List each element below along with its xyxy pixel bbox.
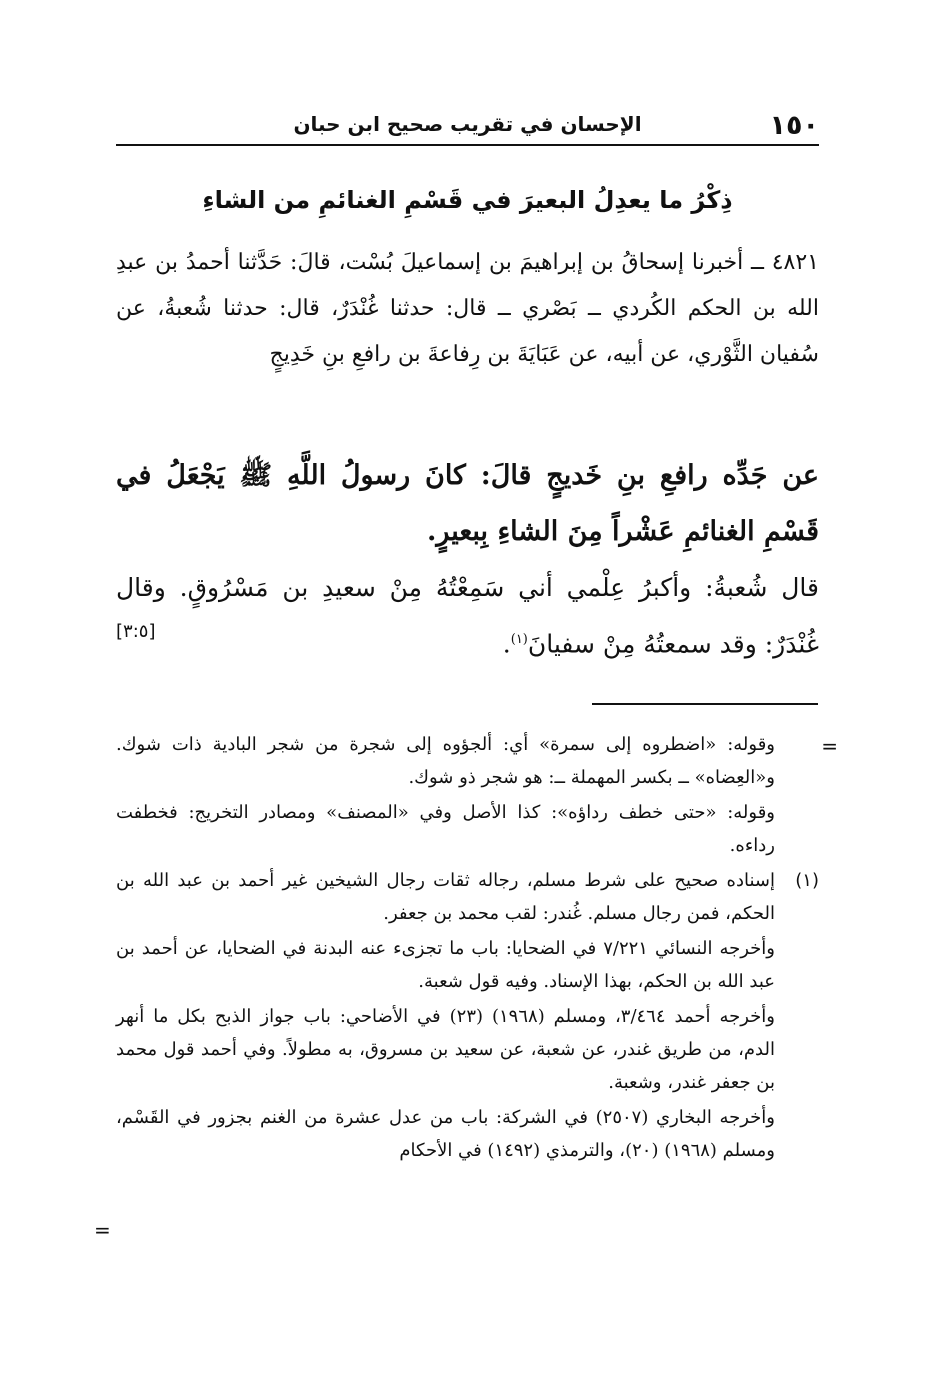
comment-text: قال شُعبةُ: وأكبرُ عِلْمي أني سَمِعْتُهُ مِنْ سعيدِ بن مَسْرُوقٍ. وقال غُنْدَرٌ: وقد سمعتُهُ مِنْ سفيانَ bbox=[116, 573, 819, 659]
footnote-text: وأخرجه النسائي ٧/٢٢١ في الضحايا: باب ما تجزىء عنه البدنة في الضحايا، عن أحمد بن عبد الله بن الحكم، بهذا الإسناد. وفيه قول شعبة. bbox=[116, 938, 776, 992]
hadith-isnad: ٤٨٢١ ــ أخبرنا إسحاقُ بن إبراهيمَ بن إسماعيلَ بُسْت، قالَ: حَدَّثنا أحمدُ بن عبدِ الله بن الحكم الكُردي ــ بَصْري ــ قال: حدثنا غُنْدَرٌ، قال: حدثنا شُعبةُ، عن سُفيان الثَّوْري، عن أبيه، عن عَبَايَةَ بن رِفاعةَ بن رافعِ بنِ خَدِيجٍ bbox=[116, 250, 819, 367]
section-title: ذِكْرُ ما يعدِلُ البعيرَ في قَسْمِ الغنائمِ من الشاءِ bbox=[202, 186, 733, 214]
footnote-marker: (١) bbox=[795, 870, 819, 891]
page-number: ١٥٠ bbox=[769, 110, 819, 141]
footnote-reference: (١) bbox=[510, 632, 528, 647]
hadith-matn: عن جَدِّه رافعِ بنِ خَديجٍ قالَ: كانَ رسولُ اللَّهِ ﷺ يَجْعَلُ في قَسْمِ الغنائمِ عَشْراً مِنَ الشاءِ بِبعيرٍ. bbox=[116, 460, 819, 547]
footnote-text: وأخرجه أحمد ٣/٤٦٤، ومسلم (١٩٦٨) (٢٣) في الأضاحي: باب جواز الذبح بكل ما أنهر الدم، من طريق غندر، عن شعبة، عن سعيد بن مسروق، به مطولاً. وفي أحمد قول محمد بن جعفر غندر، وشعبة. bbox=[116, 1006, 775, 1093]
footnote-paragraph bbox=[116, 796, 819, 862]
comment-end: . bbox=[502, 629, 511, 659]
footnote-text: وقوله: «اضطروه إلى سمرة» أي: ألجؤوه إلى شجرة من شجر البادية ذات شوك. و«العِضاه» ــ بكسر المهملة ــ: هو شجر ذو شوك. bbox=[116, 734, 775, 788]
footnote-paragraph bbox=[116, 864, 819, 930]
running-header bbox=[116, 104, 819, 146]
footnote-paragraph bbox=[116, 932, 819, 998]
continuation-mark-bottom: = bbox=[94, 1218, 111, 1242]
hadith-comment bbox=[116, 562, 819, 670]
footnote-text: وقوله: «حتى خطف رداؤه»: كذا الأصل وفي «المصنف» ومصادر التخريج: فخطفت رداءه. bbox=[116, 802, 775, 856]
footnote-paragraph bbox=[116, 728, 819, 794]
book-title: الإحسان في تقريب صحيح ابن حبان bbox=[293, 112, 642, 136]
footnote-text: وأخرجه البخاري (٢٥٠٧) في الشركة: باب من عدل عشرة من الغنم بجزور في القَسْم، ومسلم (١٩٦٨) (٢٠)، والترمذي (١٤٩٢) في الأحكام bbox=[116, 1107, 775, 1161]
continuation-mark-top: = bbox=[821, 734, 838, 758]
footnote-paragraph bbox=[116, 1000, 819, 1099]
hadith-reference: [٣:٥] bbox=[116, 621, 156, 643]
footnote-paragraph bbox=[116, 1101, 819, 1167]
footnotes bbox=[116, 728, 819, 1169]
footnote-separator bbox=[592, 703, 818, 705]
footnote-text: إسناده صحيح على شرط مسلم، رجاله ثقات رجال الشيخين غير أحمد بن عبد الله بن الحكم، فمن رجال مسلم. غُندر: لقب محمد بن جعفر. bbox=[116, 870, 775, 924]
